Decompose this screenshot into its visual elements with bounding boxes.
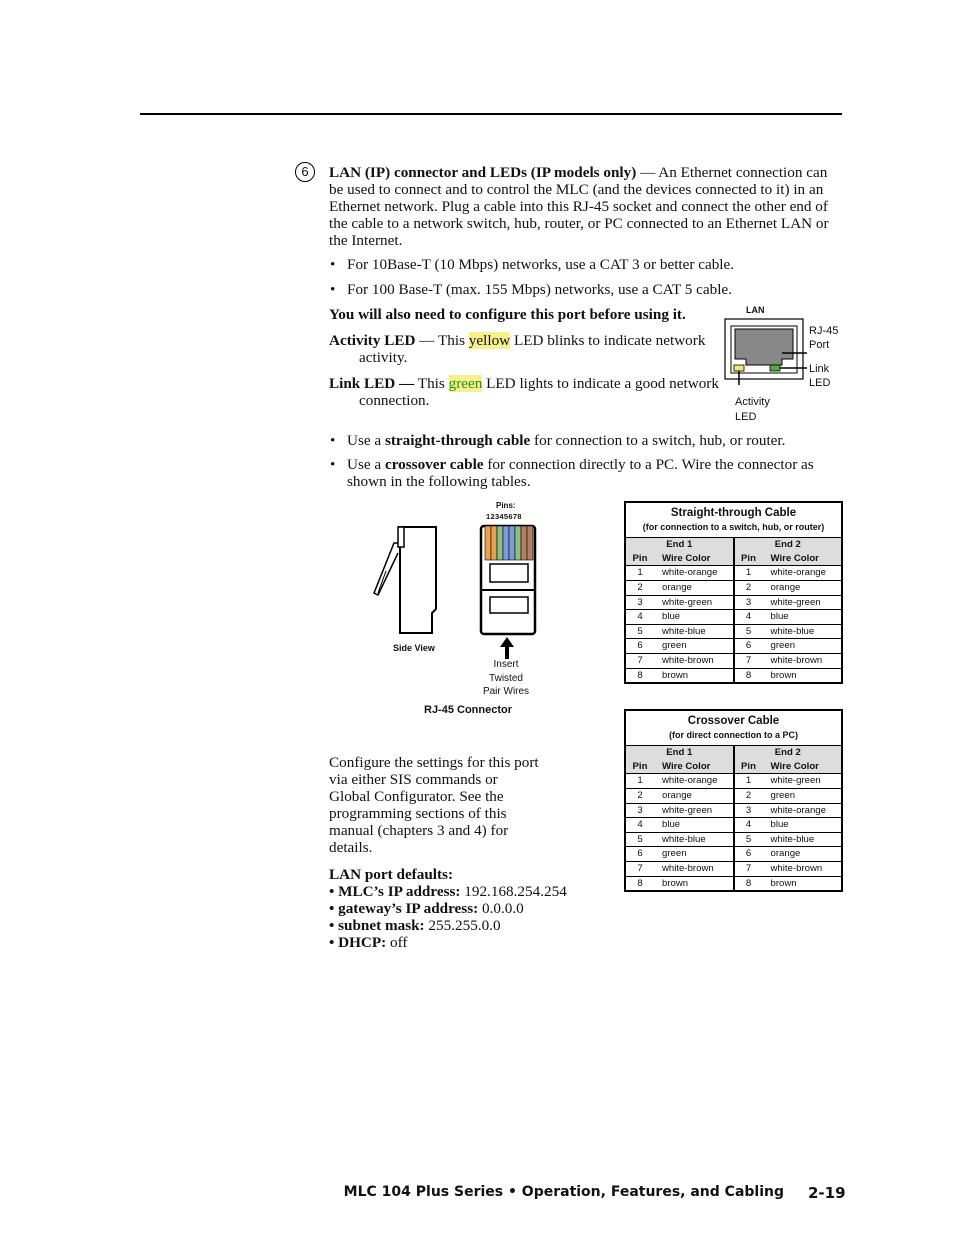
end1-wire-color: white-green (654, 803, 734, 818)
end2-pin: 1 (734, 566, 763, 581)
pins-label: Pins: (496, 501, 516, 510)
table-row (625, 876, 842, 891)
rj45-port-icon (720, 315, 810, 385)
straight-through-table (624, 501, 843, 684)
table-row (625, 788, 842, 803)
table-row (625, 668, 842, 683)
pin-header: Pin (632, 760, 648, 772)
end2-pin: 8 (734, 876, 763, 891)
rj45-port-label: RJ-45 Port (809, 325, 839, 351)
table-row (625, 818, 842, 833)
end1-pin: 6 (625, 639, 654, 654)
end1-header: End 1 (666, 539, 693, 551)
end1-wire-color: white-blue (654, 832, 734, 847)
end2-pin: 1 (734, 774, 763, 789)
table-title: Crossover Cable (687, 715, 780, 728)
end2-pin: 7 (734, 653, 763, 668)
end2-wire-color: white-brown (763, 653, 843, 668)
end1-pin: 7 (625, 861, 654, 876)
end2-wire-color: orange (763, 580, 843, 595)
end1-pin: 1 (625, 774, 654, 789)
table-row (625, 624, 842, 639)
lan-port-diagram (720, 300, 850, 430)
footer-title: MLC 104 Plus Series • Operation, Features, and Cabling (343, 1184, 784, 1200)
link-led-color: green (448, 375, 483, 392)
end2-wire-color: green (763, 639, 843, 654)
bullet-10base: • For 10Base-T (10 Mbps) networks, use a CAT 3 or better cable. (347, 256, 837, 273)
intro-title: LAN (IP) connector and LEDs (IP models only) (329, 164, 637, 181)
end2-wire-color: white-green (763, 774, 843, 789)
lan-defaults (329, 866, 629, 951)
crossover-table (624, 709, 843, 892)
table-row (625, 639, 842, 654)
insert-wires-label: Insert Twisted Pair Wires (482, 659, 530, 697)
default-ip: • MLC’s IP address: 192.168.254.254 (329, 883, 567, 900)
table-row (625, 566, 842, 581)
end1-wire-color: white-blue (654, 624, 734, 639)
pins-numbers: 12345678 (486, 512, 522, 521)
header-rule (140, 113, 842, 115)
end1-wire-color: green (654, 639, 734, 654)
end2-wire-color: orange (763, 847, 843, 862)
wire-color-header: Wire Color (662, 552, 711, 564)
wire-color-header: Wire Color (662, 760, 711, 772)
table-subtitle: (for connection to a switch, hub, or router) (625, 521, 842, 538)
activity-led-label: Activity LED (329, 332, 416, 349)
settings-paragraph: Configure the settings for this port via either SIS commands or Global Configurator. See the programming sections of this manual (chapters 3 and 4) for details. (329, 754, 539, 856)
end1-pin: 8 (625, 876, 654, 891)
table-row (625, 580, 842, 595)
end2-pin: 5 (734, 832, 763, 847)
pin-header: Pin (734, 760, 763, 774)
end1-pin: 4 (625, 610, 654, 625)
end2-pin: 4 (734, 818, 763, 833)
end1-pin: 8 (625, 668, 654, 683)
end2-wire-color: brown (763, 668, 843, 683)
defaults-heading: LAN port defaults: (329, 866, 454, 883)
connector-front-view-icon (478, 522, 538, 640)
connector-caption: RJ-45 Connector (424, 704, 513, 716)
end1-wire-color: white-brown (654, 653, 734, 668)
default-subnet: • subnet mask: 255.255.0.0 (329, 917, 501, 934)
end1-pin: 7 (625, 653, 654, 668)
end2-wire-color: white-orange (763, 566, 843, 581)
pin-header: Pin (632, 552, 648, 564)
end1-wire-color: blue (654, 818, 734, 833)
end1-wire-color: white-brown (654, 861, 734, 876)
end2-header: End 2 (734, 746, 843, 760)
pin-header: Pin (734, 552, 763, 566)
table-row (625, 610, 842, 625)
end1-wire-color: brown (654, 876, 734, 891)
intro-paragraph (329, 164, 839, 249)
end1-pin: 5 (625, 624, 654, 639)
step-number-badge: 6 (295, 162, 315, 182)
rj45-connector-diagram (360, 498, 560, 723)
intro-text: — An Ethernet connection can be used to connect and to control the MLC (and the devices connected to it) in an Ethernet network. Plug a cable into this RJ-45 socket and connect the other end of the cable to a network switch, hub, router, or PC connected to an Ethernet LAN or the Internet. (329, 164, 829, 249)
end2-pin: 3 (734, 803, 763, 818)
end1-pin: 5 (625, 832, 654, 847)
table-row (625, 803, 842, 818)
end1-pin: 4 (625, 818, 654, 833)
end2-wire-color: green (763, 788, 843, 803)
table-row (625, 832, 842, 847)
end2-pin: 2 (734, 580, 763, 595)
end1-wire-color: orange (654, 788, 734, 803)
end1-wire-color: orange (654, 580, 734, 595)
end2-wire-color: white-green (763, 595, 843, 610)
default-dhcp: • DHCP: off (329, 934, 408, 951)
lan-label: LAN (746, 305, 765, 315)
activity-led-color: yellow (468, 332, 511, 349)
end1-wire-color: white-orange (654, 774, 734, 789)
end1-wire-color: brown (654, 668, 734, 683)
end2-pin: 3 (734, 595, 763, 610)
end1-pin: 3 (625, 595, 654, 610)
end2-wire-color: blue (763, 610, 843, 625)
end1-wire-color: white-orange (654, 566, 734, 581)
end1-header: End 1 (666, 747, 693, 759)
table-row (625, 774, 842, 789)
end2-pin: 8 (734, 668, 763, 683)
end1-pin: 2 (625, 788, 654, 803)
wire-color-header: Wire Color (770, 760, 819, 772)
connector-side-view-icon (368, 523, 438, 638)
activity-led-label-diagram: Activity LED (735, 396, 770, 423)
activity-led-description: Activity LED — This yellow LED blinks to indicate network activity. (329, 332, 706, 366)
end2-pin: 4 (734, 610, 763, 625)
end2-pin: 5 (734, 624, 763, 639)
insert-arrow-icon (499, 636, 515, 660)
end2-wire-color: white-blue (763, 832, 843, 847)
wire-color-header: Wire Color (770, 552, 819, 564)
end2-pin: 2 (734, 788, 763, 803)
end1-pin: 3 (625, 803, 654, 818)
end2-pin: 6 (734, 639, 763, 654)
end2-header: End 2 (734, 538, 843, 552)
default-gateway: • gateway’s IP address: 0.0.0.0 (329, 900, 524, 917)
end1-pin: 2 (625, 580, 654, 595)
bullet-crossover: • Use a crossover cable for connection directly to a PC. Wire the connector as shown in the following tables. (347, 456, 837, 490)
end1-pin: 1 (625, 566, 654, 581)
bullet-100base: • For 100 Base-T (max. 155 Mbps) networks, use a CAT 5 cable. (347, 281, 837, 298)
link-led-label: Link LED — (329, 375, 415, 392)
page-number: 2-19 (808, 1184, 846, 1202)
link-led-label-diagram: Link LED (809, 363, 831, 389)
table-subtitle: (for direct connection to a PC) (625, 729, 842, 746)
end2-pin: 6 (734, 847, 763, 862)
table-row (625, 847, 842, 862)
side-view-label: Side View (393, 643, 435, 653)
end2-wire-color: white-blue (763, 624, 843, 639)
end1-wire-color: green (654, 847, 734, 862)
end1-wire-color: white-green (654, 595, 734, 610)
end2-wire-color: brown (763, 876, 843, 891)
table-title: Straight-through Cable (670, 507, 797, 520)
table-row (625, 595, 842, 610)
link-led-description: Link LED — This green LED lights to indicate a good network connection. (329, 375, 719, 409)
end2-pin: 7 (734, 861, 763, 876)
end2-wire-color: white-orange (763, 803, 843, 818)
table-row (625, 861, 842, 876)
table-row (625, 653, 842, 668)
configure-note: You will also need to configure this port before using it. (329, 306, 686, 323)
end2-wire-color: blue (763, 818, 843, 833)
end1-wire-color: blue (654, 610, 734, 625)
end2-wire-color: white-brown (763, 861, 843, 876)
bullet-straight-through: • Use a straight-through cable for connection to a switch, hub, or router. (347, 432, 837, 449)
end1-pin: 6 (625, 847, 654, 862)
